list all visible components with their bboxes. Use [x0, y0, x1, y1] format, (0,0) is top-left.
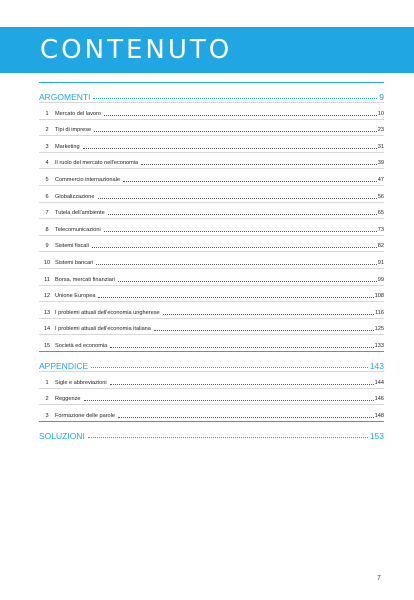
- toc-entry-label: Sigle e abbreviazioni: [55, 379, 107, 386]
- dot-leader: [84, 400, 374, 401]
- toc-entry-label: Formazione delle parole: [55, 412, 116, 419]
- toc-entry[interactable]: [39, 388, 384, 405]
- toc-entry-label: Borsa, mercati finanziari: [55, 276, 115, 283]
- dot-leader: [104, 231, 377, 232]
- toc-entry-page: 82: [377, 243, 384, 250]
- toc-entry-page: 23: [377, 127, 384, 134]
- toc-entry-page: 31: [377, 143, 384, 150]
- toc-entry-number: 2: [45, 396, 49, 403]
- dot-leader: [118, 417, 374, 418]
- toc-entry-label: Reggenze: [55, 396, 81, 403]
- toc-entry[interactable]: [39, 251, 384, 268]
- toc-entry-number: 6: [45, 193, 49, 200]
- toc-entry[interactable]: [39, 102, 384, 119]
- dot-leader: [110, 384, 374, 385]
- toc-entry-number: 11: [44, 276, 50, 283]
- toc-entry-number: 1: [45, 110, 49, 117]
- page-number: 7: [377, 575, 381, 582]
- dot-leader: [91, 367, 368, 368]
- toc-entry-label: Sistemi bancari: [55, 259, 94, 266]
- toc-entry[interactable]: [39, 185, 384, 202]
- toc-section-page: 153: [369, 430, 384, 441]
- toc-entry-number: 7: [45, 210, 49, 217]
- toc-entry-number: 8: [45, 226, 49, 233]
- toc-entry-label: Globalizzazione: [55, 193, 95, 200]
- toc-section-label: APPENDICE: [39, 360, 89, 371]
- dot-leader: [96, 264, 377, 265]
- toc-entry-label: Mercato del lavoro: [55, 110, 102, 117]
- toc-entry-page: 39: [377, 160, 384, 167]
- toc-entry-number: 13: [43, 309, 51, 316]
- toc-entry-label: Tipi di imprese: [55, 127, 92, 134]
- toc-entry-page: 146: [374, 396, 384, 403]
- toc-section-appendice[interactable]: [39, 351, 384, 371]
- dot-leader: [154, 330, 374, 331]
- dot-leader: [108, 214, 377, 215]
- toc-section-label: SOLUZIONI: [39, 430, 85, 441]
- dot-leader: [98, 297, 373, 298]
- toc-entry-page: 65: [377, 210, 384, 217]
- toc-entry[interactable]: [39, 404, 384, 421]
- toc-entry[interactable]: [39, 202, 384, 219]
- toc-entry-label: Tutela dell'ambiente: [55, 210, 105, 217]
- toc-entry-label: Sistemi fiscali: [55, 243, 89, 250]
- toc-entry-label: Società ed economia: [55, 342, 108, 349]
- toc-entry-page: 99: [377, 276, 384, 283]
- toc-entry[interactable]: [39, 334, 384, 351]
- toc-section-page: 9: [379, 92, 384, 102]
- toc-entry-number: 14: [43, 326, 51, 333]
- toc-entry-label: Telecomunicazioni: [55, 226, 101, 233]
- toc-entry-page: 47: [377, 176, 384, 183]
- toc-entry-number: 3: [45, 143, 49, 150]
- toc-entry-number: 1: [45, 379, 49, 386]
- toc-entry-page: 133: [374, 342, 384, 349]
- dot-leader: [141, 164, 377, 165]
- dot-leader: [163, 314, 374, 315]
- toc-entry-page: 108: [374, 293, 384, 300]
- toc-entry-page: 10: [377, 110, 384, 117]
- toc-entry[interactable]: [39, 268, 384, 285]
- table-of-contents: [39, 82, 384, 441]
- toc-entry-number: 10: [43, 259, 51, 266]
- toc-entry-number: 3: [45, 412, 49, 419]
- dot-leader: [83, 148, 377, 149]
- toc-entry[interactable]: [39, 168, 384, 185]
- dot-leader: [93, 98, 377, 99]
- toc-entry-label: Commercio internazionale: [55, 176, 120, 183]
- toc-entry[interactable]: [39, 218, 384, 235]
- toc-entry[interactable]: [39, 235, 384, 252]
- toc-entry-page: 56: [377, 193, 384, 200]
- dot-leader: [123, 181, 377, 182]
- toc-entry-number: 12: [43, 293, 51, 300]
- toc-entry-number: 4: [45, 160, 49, 167]
- toc-entry-page: 116: [375, 309, 384, 316]
- toc-entry-label: I problemi attuali dell'economia ungherese: [55, 309, 160, 316]
- toc-entry-number: 5: [45, 176, 49, 183]
- dot-leader: [104, 115, 377, 116]
- toc-section-argomenti[interactable]: [39, 82, 384, 102]
- toc-entry-label: Marketing: [55, 143, 80, 150]
- toc-entry-page: 91: [377, 259, 384, 266]
- toc-entry-number: 2: [45, 127, 49, 134]
- toc-section-soluzioni[interactable]: [39, 421, 384, 441]
- toc-entry-number: 15: [43, 342, 51, 349]
- toc-entry[interactable]: [39, 318, 384, 335]
- toc-entry[interactable]: [39, 152, 384, 169]
- toc-entry-label: Unione Europea: [55, 293, 96, 300]
- dot-leader: [98, 198, 377, 199]
- toc-entry-page: 144: [374, 379, 384, 386]
- toc-entry[interactable]: [39, 135, 384, 152]
- page-title: CONTENUTO: [40, 35, 233, 65]
- dot-leader: [110, 347, 373, 348]
- toc-entry[interactable]: [39, 119, 384, 136]
- toc-entry-page: 148: [374, 412, 384, 419]
- dot-leader: [94, 131, 377, 132]
- toc-entry-page: 125: [374, 326, 384, 333]
- toc-section-page: 143: [369, 360, 384, 371]
- toc-section-label: ARGOMENTI: [39, 92, 91, 102]
- toc-entry-page: 73: [377, 226, 384, 233]
- toc-entry[interactable]: [39, 301, 384, 318]
- dot-leader: [88, 437, 368, 438]
- dot-leader: [92, 247, 377, 248]
- toc-entry-label: Il ruolo del mercato nell'economia: [55, 160, 139, 167]
- toc-entry[interactable]: [39, 371, 384, 388]
- toc-entry-label: I problemi attuali dell'economia italiana: [55, 326, 151, 333]
- toc-entry-number: 9: [45, 243, 49, 250]
- dot-leader: [118, 281, 377, 282]
- toc-entry[interactable]: [39, 285, 384, 302]
